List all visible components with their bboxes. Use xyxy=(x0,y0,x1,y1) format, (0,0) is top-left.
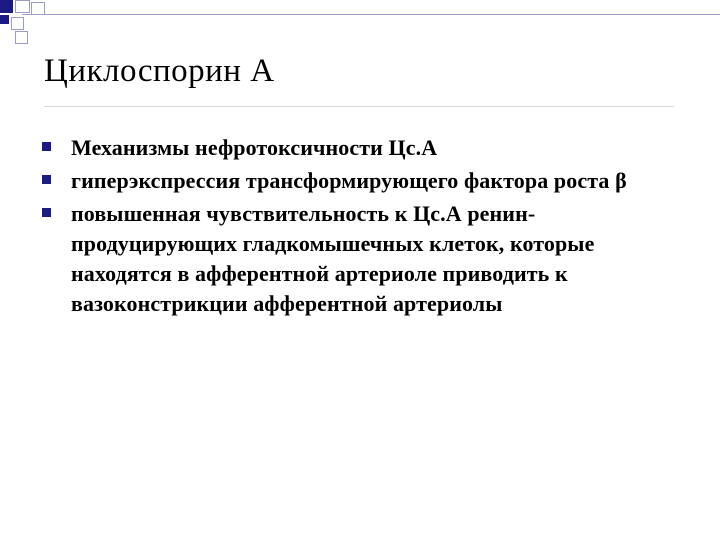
decor-square xyxy=(11,17,24,30)
decor-square xyxy=(0,15,9,24)
top-divider xyxy=(22,14,720,15)
bullet-text: гиперэкспрессия трансформирующего фактора роста β xyxy=(71,168,627,193)
decor-square xyxy=(0,0,13,13)
decor-square xyxy=(15,0,30,13)
bullet-text: повышенная чувствительность к Цс.А ренин-продуцирующих гладкомышечных клеток, которые находятся в афферентной артериоле приводить к вазоконстрикции афферентной артериолы xyxy=(71,201,595,316)
bullet-item xyxy=(42,133,682,163)
slide-title: Циклоспорин А xyxy=(44,53,275,89)
bullet-list xyxy=(42,133,682,322)
corner-decoration xyxy=(0,0,720,60)
bullet-text: Механизмы нефротоксичности Цс.А xyxy=(71,135,438,160)
decor-square xyxy=(15,31,28,44)
square-bullet-icon xyxy=(42,142,51,151)
square-bullet-icon xyxy=(42,208,51,217)
title-divider xyxy=(44,106,674,107)
bullet-item xyxy=(42,199,682,319)
bullet-item xyxy=(42,166,682,196)
square-bullet-icon xyxy=(42,175,51,184)
